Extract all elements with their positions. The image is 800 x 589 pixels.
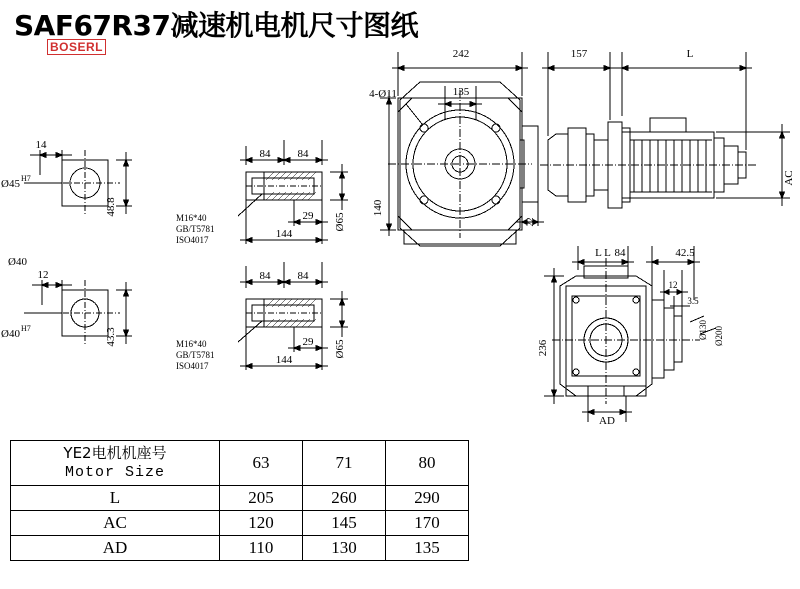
- dim-L-top: L: [686, 48, 694, 60]
- motor-size-table: [10, 440, 469, 561]
- dim-o45-tol: H7: [21, 174, 31, 183]
- dim-236: 236: [537, 339, 549, 357]
- table-header-label: [11, 441, 220, 486]
- row-AC-value-2: 170: [386, 511, 469, 536]
- dim-shaft2-84a: 84: [259, 270, 271, 282]
- dim-4-o11: 4-Ø11: [369, 88, 397, 100]
- row-L-value-2: 290: [386, 486, 469, 511]
- row-AD-value-0: 110: [220, 536, 303, 561]
- row-label-AC: AC: [11, 511, 220, 536]
- dim-43-3: 43.3: [105, 327, 117, 347]
- dim-o40-left: Ø40: [8, 256, 27, 268]
- table-header-size-1: 71: [303, 441, 386, 486]
- shaft-side-view-lower: [238, 262, 348, 370]
- table-header-label-en: Motor Size: [64, 464, 165, 481]
- dim-242: 242: [452, 48, 470, 60]
- shaft-side-view-upper: [238, 140, 348, 244]
- gearbox-bottom-view: [544, 246, 716, 422]
- label-m16-lower: M16*40: [176, 339, 207, 349]
- dim-shaft-144: 144: [275, 228, 293, 240]
- dim-bot-84: 84: [614, 247, 626, 259]
- dim-157: 157: [570, 48, 588, 60]
- dim-o40-h7: Ø40: [1, 328, 20, 340]
- table-header-size-2: 80: [386, 441, 469, 486]
- dim-o40-tol: H7: [21, 324, 31, 333]
- label-m16-upper: M16*40: [176, 213, 207, 223]
- dim-shaft2-29: 29: [302, 336, 314, 348]
- label-iso-lower: ISO4017: [176, 361, 209, 371]
- label-gb-lower: GB/T5781: [176, 350, 215, 360]
- dim-shaft-84a: 84: [259, 148, 271, 160]
- dim-shaft2-84b: 84: [297, 270, 309, 282]
- dim-shaft-29: 29: [302, 210, 314, 222]
- table-header-row: [11, 441, 469, 486]
- dim-AD: AD: [599, 415, 615, 427]
- row-AD-value-2: 135: [386, 536, 469, 561]
- dim-o130: Ø130: [698, 320, 708, 340]
- table-header-label-cn: YE2电机机座号: [63, 444, 167, 462]
- dim-bot-12: 12: [668, 280, 678, 290]
- gearbox-front-view: [380, 52, 544, 246]
- page-title: SAF67R37减速机电机尺寸图纸: [14, 9, 418, 42]
- label-iso-upper: ISO4017: [176, 235, 209, 245]
- dim-o200: Ø200: [714, 326, 724, 346]
- dim-12: 12: [37, 269, 49, 281]
- dim-140: 140: [372, 199, 384, 217]
- row-label-L: L: [11, 486, 220, 511]
- dim-o45: Ø45: [1, 178, 20, 190]
- row-L-value-0: 205: [220, 486, 303, 511]
- table-header-size-0: 63: [220, 441, 303, 486]
- dim-135: 135: [452, 86, 470, 98]
- dim-shaft-84b: 84: [297, 148, 309, 160]
- row-AC-value-0: 120: [220, 511, 303, 536]
- dim-48-8: 48.8: [105, 197, 117, 217]
- motor-side-view: [540, 52, 790, 208]
- table-row: [11, 511, 469, 536]
- row-AD-value-1: 130: [303, 536, 386, 561]
- dim-shaft-o65: Ø65: [334, 212, 346, 232]
- dim-22: 22: [525, 217, 535, 227]
- dim-3-5: 3.5: [687, 296, 699, 306]
- label-gb-upper: GB/T5781: [176, 224, 215, 234]
- dim-shaft2-o65: Ø65: [334, 339, 346, 359]
- brand-logo: BOSERL: [47, 39, 106, 55]
- dim-LL: L L: [595, 247, 611, 259]
- dim-shaft2-144: 144: [275, 354, 293, 366]
- dim-AC: AC: [783, 170, 795, 186]
- row-AC-value-1: 145: [303, 511, 386, 536]
- row-label-AD: AD: [11, 536, 220, 561]
- dim-14: 14: [35, 139, 47, 151]
- table-row: [11, 536, 469, 561]
- row-L-value-1: 260: [303, 486, 386, 511]
- table-row: [11, 486, 469, 511]
- dim-42-5: 42.5: [675, 247, 695, 259]
